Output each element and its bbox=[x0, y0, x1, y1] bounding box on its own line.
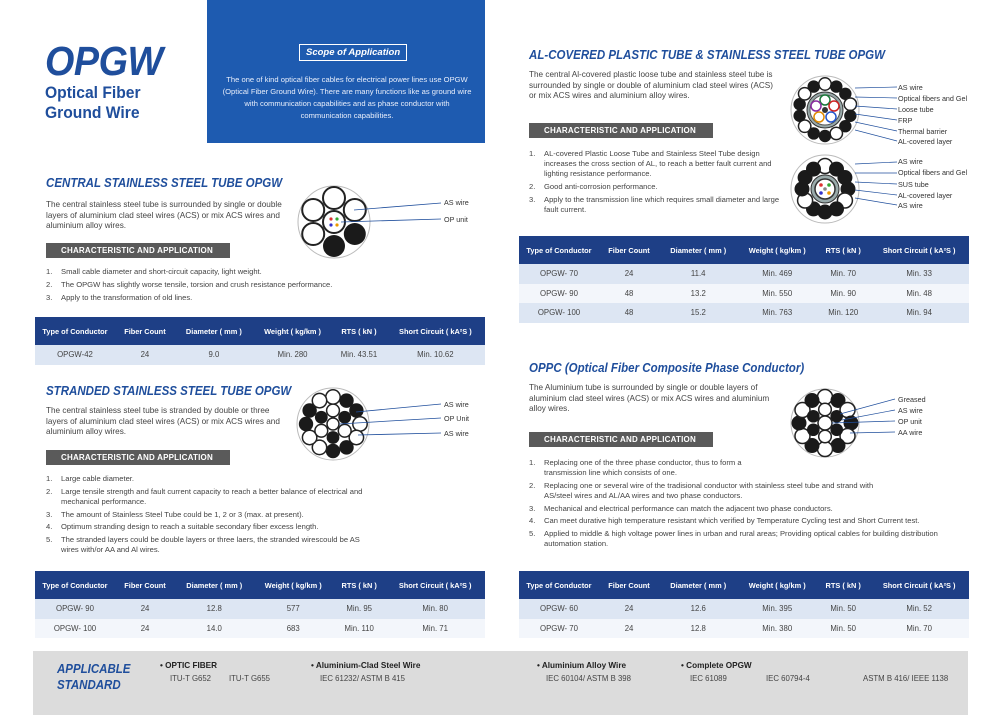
wire bbox=[808, 80, 820, 92]
frp bbox=[822, 107, 828, 113]
central-description: The central stainless steel tube is surrounded by single or double layers of aluminium clad steel wires (ACS) or mix ACS wires and aluminium alloy wires. bbox=[46, 200, 282, 231]
std-optic-fiber-heading: • OPTIC FIBER bbox=[160, 661, 218, 670]
wire bbox=[339, 440, 353, 454]
central-title: CENTRAL STAINLESS STEEL TUBE OPGW bbox=[46, 175, 283, 190]
std-alloy-value: IEC 60104/ ASTM B 398 bbox=[546, 674, 631, 683]
central-char-bar: CHARACTERISTIC AND APPLICATION bbox=[46, 243, 230, 258]
stranded-label-as-wire-2: AS wire bbox=[444, 429, 469, 438]
al-label-frp: FRP bbox=[898, 116, 913, 125]
alcovered-bottom-leader-lines bbox=[855, 158, 900, 210]
list-item: 2. The OPGW has slightly worse tensile, torsion and crush resistance performance. bbox=[46, 279, 333, 289]
alcovered-char-bar: CHARACTERISTIC AND APPLICATION bbox=[529, 123, 713, 138]
wire bbox=[326, 390, 340, 404]
alcovered-list bbox=[529, 149, 787, 217]
stranded-cross-section bbox=[296, 387, 486, 463]
wire bbox=[338, 411, 351, 424]
list-item: 3. Mechanical and electrical performance can match the adjacent two phase conductors. bbox=[529, 503, 833, 513]
op-unit bbox=[818, 416, 832, 430]
oppc-title: OPPC (Optical Fiber Composite Phase Conductor) bbox=[529, 360, 805, 375]
scope-text: The one of kind optical fiber cables for electrical power lines use OPGW (Optical Fiber Ground Wire). There are many functions like as ground wire with communication capabilities and as phase conductor with communication capabilities. bbox=[222, 75, 472, 120]
list-item: 4. Can meet durative high temperature resistant which verified by Temperature Cycling test and Short Current test. bbox=[529, 516, 920, 526]
al-b-label-as-wire: AS wire bbox=[898, 157, 923, 166]
list-item: 1. AL-covered Plastic Loose Tube and Stainless Steel Tube design increases the cross section of AL, to reach a better fault current and lighting resistance performance. bbox=[529, 149, 772, 178]
brand-subtitle-line2: Ground Wire bbox=[45, 103, 140, 122]
table-header-row: Type of Conductor Fiber Count Diameter ( mm ) Weight ( kg/km ) RTS ( kN ) Short Circuit ( kA²S ) bbox=[519, 571, 969, 599]
oppc-list bbox=[529, 458, 959, 552]
central-label-as-wire: AS wire bbox=[444, 198, 469, 207]
oppc-cross-section bbox=[790, 387, 900, 459]
standard-title: APPLICABLE STANDARD bbox=[57, 662, 131, 692]
scope-panel bbox=[207, 0, 485, 143]
oppc-label-op-unit: OP unit bbox=[898, 417, 922, 426]
list-item: 4. Optimum stranding design to reach a suitable secondary fiber excess length. bbox=[46, 522, 319, 532]
wire bbox=[819, 130, 831, 142]
stranded-description: The central stainless steel tube is stranded by double or three layers of aluminium clad steel wires (ACS) or mix ACS wires and aluminium alloy wires. bbox=[46, 406, 280, 437]
list-item: 1. Replacing one of the three phase conductor, thus to form a transmission line which consists of one. bbox=[529, 458, 742, 477]
scope-title: Scope of Application bbox=[299, 44, 407, 61]
list-item: 5. The stranded layers could be double layers or three laers, the stranded wirescould be AS wires with/or AA and Al wires. bbox=[46, 535, 360, 555]
wire bbox=[819, 78, 831, 90]
stranded-spec-table bbox=[35, 571, 485, 638]
al-label-al-layer: AL-covered layer bbox=[898, 137, 953, 146]
wire bbox=[805, 393, 820, 408]
std-complete-value-2: IEC 60794-4 bbox=[766, 674, 810, 683]
table-row: OPGW- 90 24 12.8 577 Min. 95 Min. 80 bbox=[35, 599, 485, 619]
col-fiber: Fiber Count bbox=[115, 317, 175, 345]
wire bbox=[830, 127, 842, 139]
al-label-thermal-barrier: Thermal barrier bbox=[898, 127, 948, 136]
al-b-label-al-layer: AL-covered layer bbox=[898, 191, 953, 200]
table-row: OPGW- 70 24 11.4 Min. 469 Min. 70 Min. 33 bbox=[519, 264, 969, 284]
al-label-fibers-gel: Optical fibers and Gel bbox=[898, 94, 968, 103]
wire bbox=[818, 390, 833, 405]
oppc-char-bar: CHARACTERISTIC AND APPLICATION bbox=[529, 432, 713, 447]
brand-subtitle-line1: Optical Fiber bbox=[45, 83, 141, 102]
central-cross-section bbox=[296, 184, 486, 266]
table-row: OPGW- 100 24 14.0 683 Min. 110 Min. 71 bbox=[35, 619, 485, 639]
oppc-label-aa-wire: AA wire bbox=[898, 428, 923, 437]
table-row: OPGW- 90 48 13.2 Min. 550 Min. 90 Min. 48 bbox=[519, 284, 969, 304]
wire bbox=[793, 110, 805, 122]
table-header-row: Type of Conductor Fiber Count Diameter ( mm ) Weight ( kg/km ) RTS ( kN ) Short Circuit ( kA²S ) bbox=[35, 571, 485, 599]
std-optic-fiber-value-2: ITU-T G655 bbox=[229, 674, 271, 683]
stranded-title: STRANDED STAINLESS STEEL TUBE OPGW bbox=[46, 383, 292, 398]
central-list bbox=[46, 267, 366, 305]
oppc-spec-table bbox=[519, 571, 969, 638]
list-item: 1. Large cable diameter. bbox=[46, 474, 135, 483]
wire bbox=[327, 431, 340, 444]
stranded-char-bar: CHARACTERISTIC AND APPLICATION bbox=[46, 450, 230, 465]
central-label-op-unit: OP unit bbox=[444, 215, 468, 224]
list-item: 2. Replacing one or several wire of the tradisional conductor with stainless steel tube and strand with AS/steel wires and AL/AA wires and two phase conductors. bbox=[529, 480, 874, 500]
alcovered-top-leader-lines bbox=[855, 82, 900, 148]
stranded-label-op-unit: OP Unit bbox=[444, 414, 470, 423]
table-row: OPGW- 100 48 15.2 Min. 763 Min. 120 Min. 94 bbox=[519, 303, 969, 323]
list-item: 2. Large tensile strength and fault current capacity to reach a better balance of electrical and mechanical performance. bbox=[46, 486, 363, 506]
wire bbox=[806, 162, 821, 177]
wire bbox=[327, 404, 340, 417]
wire bbox=[312, 393, 326, 407]
wire bbox=[338, 424, 351, 437]
col-short: Short Circuit ( kA²S ) bbox=[386, 317, 485, 345]
oppc-description: The Aluminium tube is surrounded by single or double layers of aluminium clad steel wires (ACS) or mix ACS wires and aluminium alloy wires. bbox=[529, 383, 770, 414]
wire bbox=[299, 417, 313, 431]
brand-subtitle bbox=[45, 83, 141, 123]
central-spec-table bbox=[35, 317, 485, 365]
col-type: Type of Conductor bbox=[35, 317, 115, 345]
list-item: 3. The amount of Stainless Steel Tube could be 1, 2 or 3 (max. at present). bbox=[46, 509, 304, 519]
wire bbox=[315, 411, 328, 424]
table-header-row bbox=[35, 317, 485, 345]
stranded-list bbox=[46, 474, 366, 558]
list-item: 3. Apply to the transmission line which requires small diameter and large fault current. bbox=[529, 194, 780, 214]
oppc-label-greased: Greased bbox=[898, 395, 926, 404]
list-item: 3. Apply to the transformation of old lines. bbox=[46, 292, 193, 302]
col-rts: RTS ( kN ) bbox=[332, 317, 385, 345]
al-b-label-as-wire-2: AS wire bbox=[898, 201, 923, 210]
list-item: 5. Applied to middle & high voltage power lines in urban and rural areas; Providing optical cables for building distribution automation station. bbox=[529, 529, 938, 549]
op-unit bbox=[327, 418, 339, 430]
table-row: OPGW- 60 24 12.6 Min. 395 Min. 50 Min. 52 bbox=[519, 599, 969, 619]
alcovered-description: The central Al-covered plastic loose tube and stainless steel tube is surrounded by single or double of aluminium clad steel wires (ACS) or mix ACS wires and aluminium alloy wires. bbox=[529, 70, 773, 101]
stranded-label-as-wire-1: AS wire bbox=[444, 400, 469, 409]
alcovered-title: AL-COVERED PLASTIC TUBE & STAINLESS STEEL TUBE OPGW bbox=[529, 47, 885, 62]
table-row: OPGW-42 24 9.0 Min. 280 Min. 43.51 Min. 10.62 bbox=[35, 345, 485, 365]
wire bbox=[353, 417, 367, 431]
applicable-standard-bar bbox=[33, 651, 968, 715]
list-item: 1. Small cable diameter and short-circuit capacity, light weight. bbox=[46, 267, 262, 276]
al-label-loose-tube: Loose tube bbox=[898, 105, 934, 114]
col-diameter: Diameter ( mm ) bbox=[175, 317, 253, 345]
std-complete-heading: • Complete OPGW bbox=[681, 661, 752, 670]
al-b-label-sus-tube: SUS tube bbox=[898, 180, 929, 189]
wire bbox=[315, 424, 328, 437]
wire bbox=[819, 430, 832, 443]
wire bbox=[349, 403, 363, 417]
wire bbox=[819, 403, 832, 416]
std-complete-value-3: ASTM B 416/ IEEE 1138 bbox=[863, 674, 949, 683]
oppc-label-as-wire: AS wire bbox=[898, 406, 923, 415]
list-item: 2. Good anti-corrosion performance. bbox=[529, 181, 658, 191]
table-header-row: Type of Conductor Fiber Count Diameter ( mm ) Weight ( kg/km ) RTS ( kN ) Short Circuit ( kA²S ) bbox=[519, 236, 969, 264]
std-acs-value: IEC 61232/ ASTM B 415 bbox=[320, 674, 405, 683]
table-row: OPGW- 70 24 12.8 Min. 380 Min. 50 Min. 70 bbox=[519, 619, 969, 639]
std-complete-value-1: IEC 61089 bbox=[690, 674, 727, 683]
wire bbox=[818, 442, 833, 457]
brand-title: OPGW bbox=[45, 38, 163, 84]
std-acs-heading: • Aluminium-Clad Steel Wire bbox=[311, 661, 421, 670]
al-b-label-fibers-gel: Optical fibers and Gel bbox=[898, 168, 968, 177]
std-optic-fiber-value-1: ITU-T G652 bbox=[170, 674, 212, 683]
al-label-as-wire: AS wire bbox=[898, 83, 923, 92]
alcovered-spec-table bbox=[519, 236, 969, 323]
wire bbox=[326, 444, 340, 458]
col-weight: Weight ( kg/km ) bbox=[253, 317, 332, 345]
std-alloy-heading: • Aluminium Alloy Wire bbox=[537, 661, 627, 670]
